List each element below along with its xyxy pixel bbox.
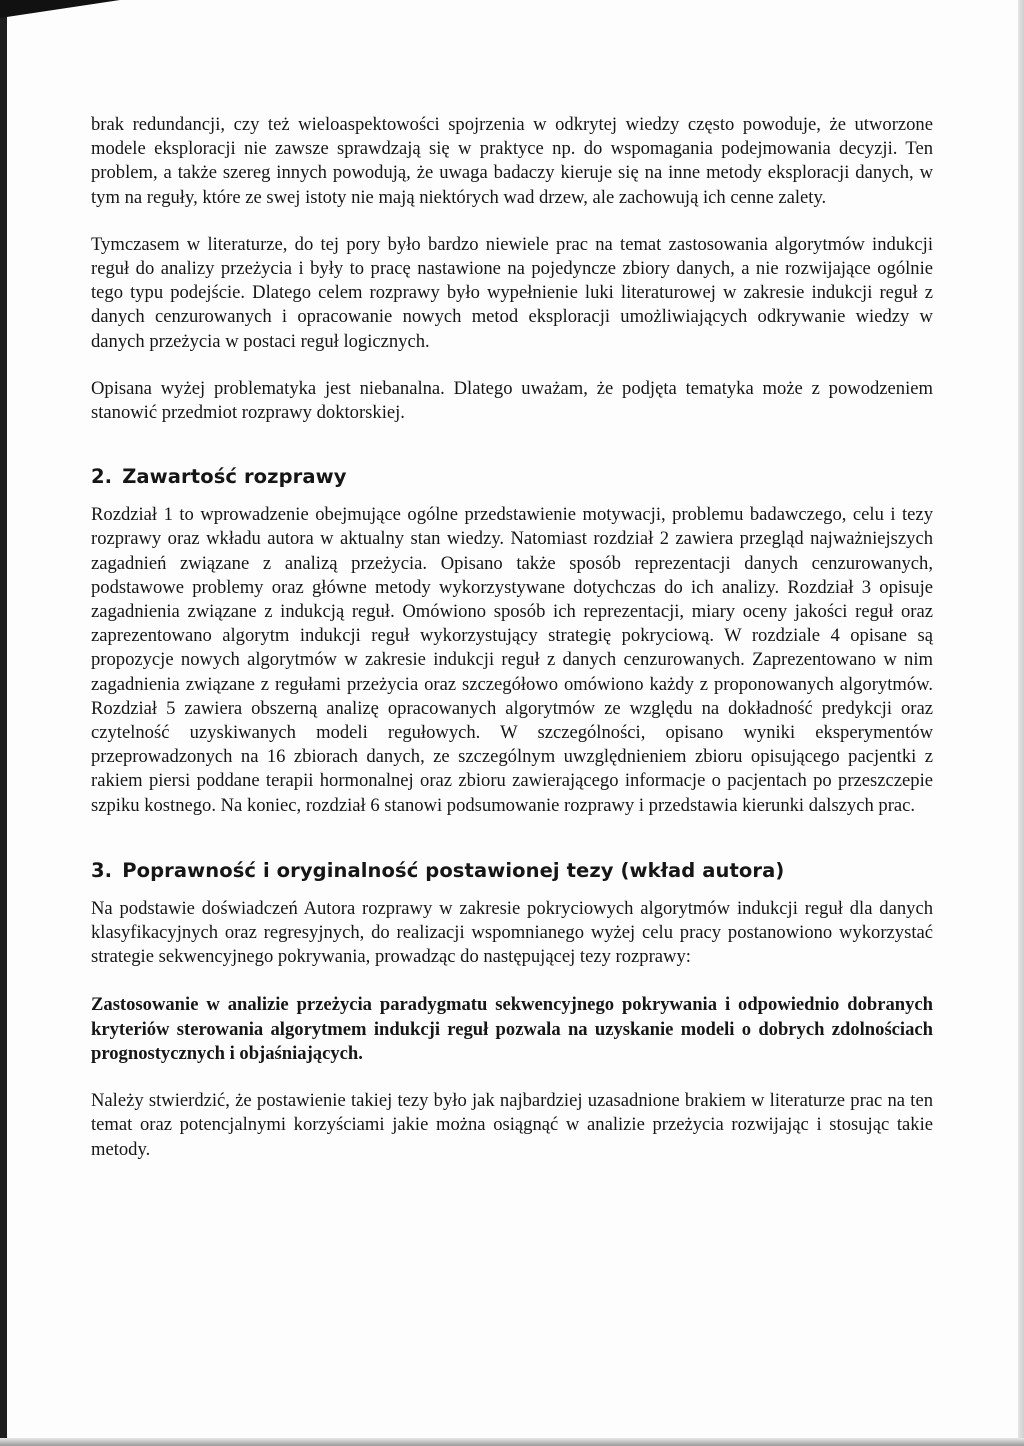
section-number: 3. — [91, 858, 113, 882]
scan-right-edge — [1018, 0, 1024, 1446]
paragraph-intro-continued: brak redundancji, czy też wieloaspektowości spojrzenia w odkrytej wiedzy często powoduje, że utworzone modele eksploracji nie zawsze sprawdzają się w praktyce np. do wspomagania podejmowania decyzji. Ten problem, a także szereg innych powodują, że uwaga badaczy kieruje się na inne metody eksploracji danych, w tym na reguły, które ze swej istoty nie mają niektórych wad drzew, ale zachowują ich cenne zalety. — [91, 114, 933, 208]
section-number: 2. — [91, 465, 113, 489]
section-heading-originality — [91, 859, 933, 883]
paragraph-problem-summary: Opisana wyżej problematyka jest niebanalna. Dlatego uważam, że podjęta tematyka może z powodzeniem stanowić przedmiot rozprawy doktorskiej. — [91, 377, 933, 424]
document-body — [91, 113, 933, 1162]
paragraph-thesis-intro: Na podstawie doświadczeń Autora rozprawy w zakresie pokryciowych algorytmów indukcji reguł dla danych klasyfikacyjnych oraz regresyjnych, do realizacji wspomnianego wyżej celu pracy postanowiono wykorzystać strategie sekwencyjnego pokrywania, prowadząc do następującej tezy rozprawy: — [91, 897, 933, 968]
thesis-statement: Zastosowanie w analizie przeżycia paradygmatu sekwencyjnego pokrywania i odpowiednio dobranych kryteriów sterowania algorytmem indukcji reguł pozwala na uzyskanie modeli o dobrych zdolnościach prognostycznych i objaśniających. — [91, 994, 933, 1064]
scan-corner-shadow — [0, 0, 120, 18]
paragraph-chapter-overview: Rozdział 1 to wprowadzenie obejmujące ogólne przedstawienie motywacji, problemu badawczego, celu i tezy rozprawy oraz wkładu autora w aktualny stan wiedzy. Natomiast rozdział 2 zawiera przegląd najważniejszych zagadnień związane z analizą przeżycia. Opisano także sposób reprezentacji danych cenzurowanych, podstawowe problemy oraz główne metody wykorzystywane dotychczas do ich analizy. Rozdział 3 opisuje zagadnienia związane z indukcją reguł. Omówiono sposób ich reprezentacji, miary oceny jakości reguł oraz zaprezentowano algorytm indukcji reguł wykorzystujący strategię pokryciową. W rozdziale 4 opisane są propozycje nowych algorytmów w zakresie indukcji reguł z danych cenzurowanych. Zaprezentowano w nim zagadnienia związane z regułami przeżycia oraz szczegółowo omówiono każdy z proponowanych algorytmów. Rozdział 5 zawiera obszerną analizę opracowanych algorytmów ze względu na dokładność predykcji oraz czytelność uzyskiwanych modeli regułowych. W szczególności, opisano wyniki eksperymentów przeprowadzonych na 16 zbiorach danych, ze szczególnym uwzględnieniem zbioru opisującego pacjentki z rakiem piersi poddane terapii hormonalnej oraz zbioru zawierającego informacje o pacjentach po przeszczepie szpiku kostnego. Na koniec, rozdział 6 stanowi podsumowanie rozprawy i przedstawia kierunki dalszych prac. — [91, 504, 933, 816]
scan-left-edge — [0, 0, 7, 1446]
section-title: Poprawność i oryginalność postawionej tezy (wkład autora) — [122, 858, 785, 882]
paragraph-literature-gap: Tymczasem w literaturze, do tej pory było bardzo niewiele prac na temat zastosowania algorytmów indukcji reguł do analizy przeżycia i były to pracę nastawione na pojedyncze zbiory danych, a nie rozwijające ogólnie tego typu podejście. Dlatego celem rozprawy było wypełnienie luki literaturowej w zakresie indukcji reguł z danych cenzurowanych i opracowanie nowych metod eksploracji umożliwiających odkrywanie wiedzy w danych przeżycia w postaci reguł logicznych. — [91, 233, 933, 352]
section-title: Zawartość rozprawy — [122, 465, 347, 489]
paragraph-conclusion: Należy stwierdzić, że postawienie takiej tezy było jak najbardziej uzasadnione brakiem w literaturze prac na ten temat oraz potencjalnymi korzyściami jakie można osiągnąć w analizie przeżycia rozwijając i stosując takie metody. — [91, 1090, 933, 1160]
section-heading-contents — [91, 465, 933, 489]
scan-bottom-edge — [0, 1438, 1024, 1446]
